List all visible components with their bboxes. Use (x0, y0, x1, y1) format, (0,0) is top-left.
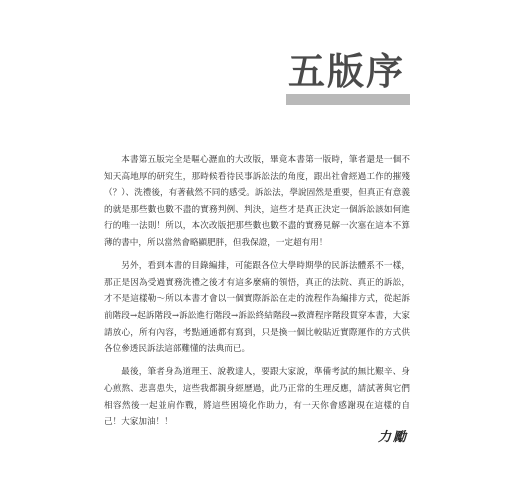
preface-body (104, 152, 410, 431)
preface-paragraph: 最後，筆者身為道理王、說教達人，要跟大家說，準備考試的無比艱辛、身心煎熬、悲喜患失，這些我都親身經歷過，此乃正常的生理反應，請試著與它們相容然後一起並肩作戰，將這些困境化作助力，有一天你會感謝現在這樣的自己！大家加油！！ (104, 367, 410, 428)
preface-paragraph: 另外，看到本書的目錄編排，可能跟各位大學時期學的民訴法體系不一樣，那正是因為受過實務洗禮之後才有這多麼痛的領悟，真正的法院、真正的訴訟，才不是這樣勒～所以本書才會以一個實際訴訟在走的流程作為編排方式，從起訴前階段→起訴階段→訴訟進行階段→訴訟終結階段→救濟程序階段貫穿本書，大家請放心，所有內容，考點通通都有寫到，只是換一個比較貼近實際運作的方式供各位參透民訴法這部難懂的法典而已。 (104, 261, 410, 355)
page-title: 五版序 (288, 50, 405, 93)
title-underline-bar (286, 94, 410, 105)
title-block (286, 50, 416, 112)
preface-paragraph: 本書第五版完全是嘔心瀝血的大改版，畢竟本書第一版時，筆者還是一個不知天高地厚的研究生，那時候看待民事訴訟法的角度，跟出社會經過工作的摧殘（？）、洗禮後，有著截然不同的感受。訴訟法，學說固然是重要，但真正有意義的就是那些數也數不盡的實務判例、判決，這些才是真正決定一個訴訟該如何進行的唯一法則！所以，本次改版把那些數也數不盡的實務見解一次塞在這本不算薄的書中，所以當然會略顯肥胖，但我保證，一定超有用！ (104, 155, 410, 248)
author-signature: 力勵 (378, 430, 409, 445)
